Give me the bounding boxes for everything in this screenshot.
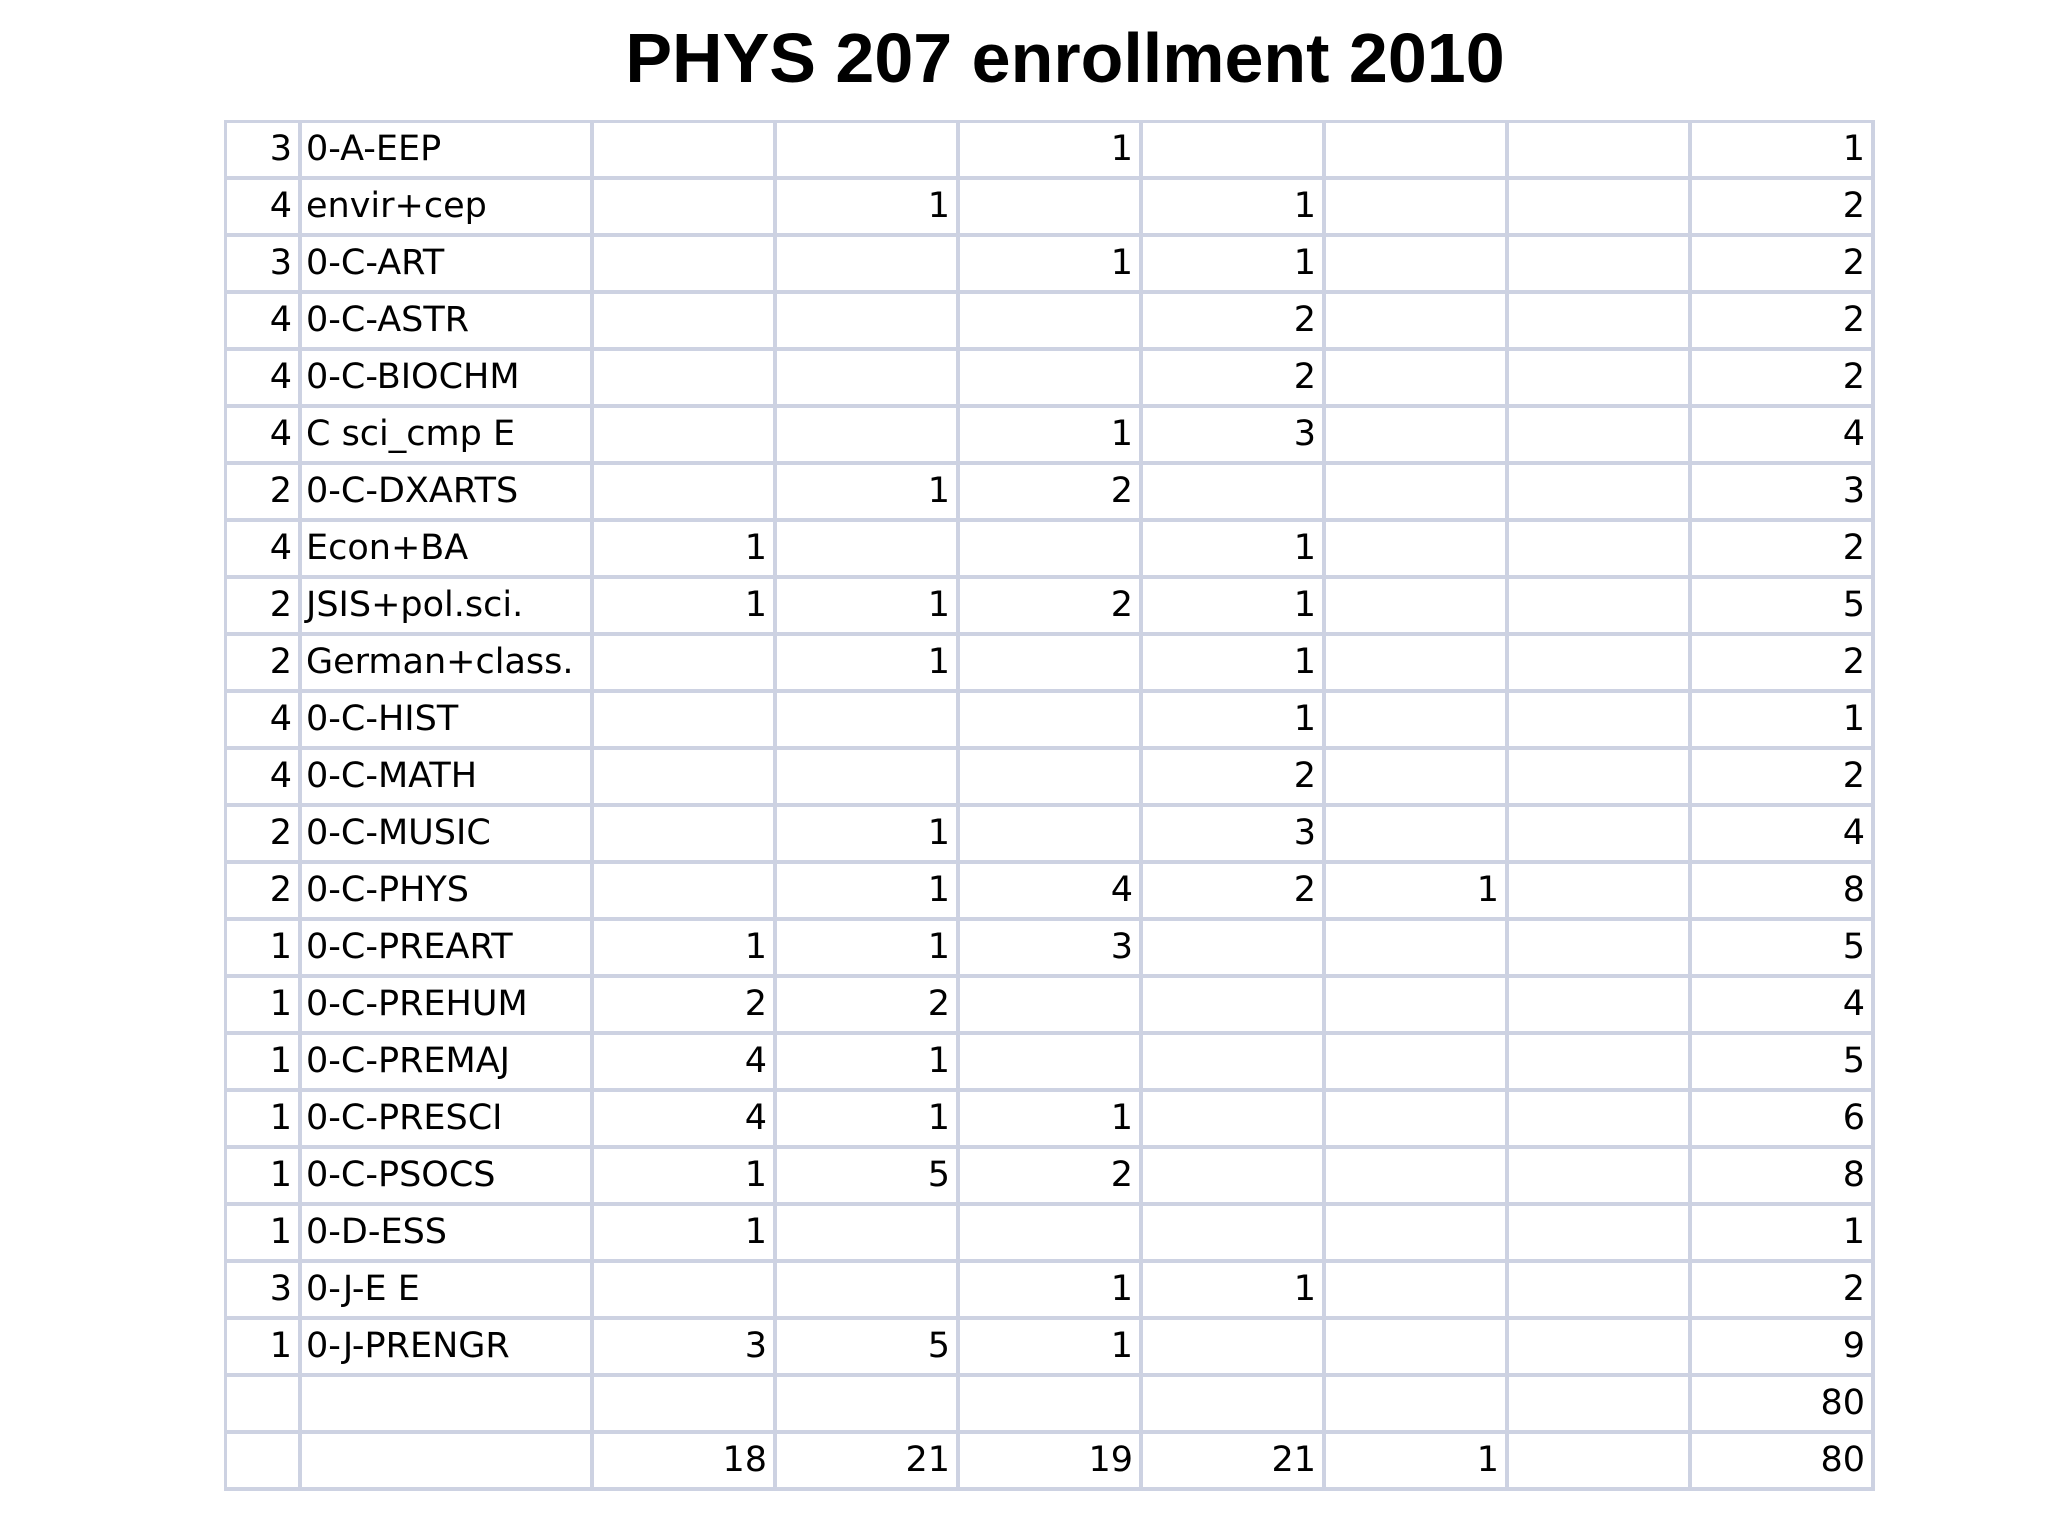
major-cell: [302, 1434, 594, 1491]
count-cell-6: [1509, 750, 1692, 807]
count-cell-4: [1143, 123, 1326, 180]
count-cell-1: [594, 351, 777, 408]
year-cell: 4: [227, 408, 302, 465]
total-cell: 5: [1692, 579, 1875, 636]
count-cell-1: 2: [594, 978, 777, 1035]
count-cell-5: [1326, 1320, 1509, 1377]
count-cell-1: [594, 180, 777, 237]
major-cell: German+class.: [302, 636, 594, 693]
count-cell-5: [1326, 123, 1509, 180]
total-cell: 2: [1692, 750, 1875, 807]
total-cell: 2: [1692, 294, 1875, 351]
year-cell: 1: [227, 1092, 302, 1149]
year-cell: 2: [227, 579, 302, 636]
count-cell-3: [960, 180, 1143, 237]
count-cell-1: [594, 1263, 777, 1320]
count-cell-3: 1: [960, 1092, 1143, 1149]
count-cell-4: 1: [1143, 579, 1326, 636]
table-row: [227, 1149, 1875, 1206]
count-cell-2: [777, 294, 960, 351]
count-cell-4: 1: [1143, 180, 1326, 237]
count-cell-1: [594, 807, 777, 864]
count-cell-2: 2: [777, 978, 960, 1035]
major-cell: envir+cep: [302, 180, 594, 237]
count-cell-4: [1143, 1092, 1326, 1149]
total-cell: 2: [1692, 351, 1875, 408]
major-cell: 0-C-PREMAJ: [302, 1035, 594, 1092]
table-row: [227, 636, 1875, 693]
total-cell: 8: [1692, 864, 1875, 921]
count-cell-2: 1: [777, 465, 960, 522]
count-cell-5: [1326, 1377, 1509, 1434]
count-cell-6: [1509, 921, 1692, 978]
table-row: [227, 750, 1875, 807]
count-cell-6: [1509, 351, 1692, 408]
table-row: [227, 579, 1875, 636]
count-cell-6: [1509, 1320, 1692, 1377]
year-cell: 3: [227, 1263, 302, 1320]
major-cell: 0-C-PREHUM: [302, 978, 594, 1035]
count-cell-6: [1509, 522, 1692, 579]
total-cell: 4: [1692, 978, 1875, 1035]
count-cell-3: 1: [960, 123, 1143, 180]
count-cell-5: [1326, 1206, 1509, 1263]
count-cell-5: [1326, 408, 1509, 465]
table-row: [227, 1320, 1875, 1377]
year-cell: 1: [227, 978, 302, 1035]
count-cell-4: 1: [1143, 237, 1326, 294]
count-cell-5: [1326, 978, 1509, 1035]
count-cell-1: [594, 864, 777, 921]
major-cell: 0-A-EEP: [302, 123, 594, 180]
count-cell-5: [1326, 465, 1509, 522]
major-cell: 0-C-HIST: [302, 693, 594, 750]
year-cell: 4: [227, 693, 302, 750]
major-cell: 0-C-MUSIC: [302, 807, 594, 864]
year-cell: 4: [227, 351, 302, 408]
count-cell-2: [777, 1263, 960, 1320]
count-cell-5: [1326, 807, 1509, 864]
major-cell: [302, 1377, 594, 1434]
count-cell-6: [1509, 807, 1692, 864]
count-cell-3: [960, 1377, 1143, 1434]
count-cell-3: [960, 1206, 1143, 1263]
table-row: [227, 294, 1875, 351]
count-cell-3: [960, 351, 1143, 408]
total-cell: 1: [1692, 693, 1875, 750]
year-cell: 2: [227, 636, 302, 693]
total-cell: 80: [1692, 1377, 1875, 1434]
table-row: [227, 351, 1875, 408]
major-cell: 0-C-MATH: [302, 750, 594, 807]
count-cell-6: [1509, 465, 1692, 522]
total-cell: 80: [1692, 1434, 1875, 1491]
count-cell-1: [594, 750, 777, 807]
count-cell-6: [1509, 1263, 1692, 1320]
count-cell-4: 1: [1143, 636, 1326, 693]
major-cell: 0-C-DXARTS: [302, 465, 594, 522]
count-cell-5: [1326, 351, 1509, 408]
count-cell-1: [594, 465, 777, 522]
count-cell-1: 4: [594, 1035, 777, 1092]
major-cell: 0-C-BIOCHM: [302, 351, 594, 408]
count-cell-6: [1509, 978, 1692, 1035]
year-cell: 2: [227, 807, 302, 864]
major-cell: JSIS+pol.sci.: [302, 579, 594, 636]
major-cell: 0-C-PRESCI: [302, 1092, 594, 1149]
total-cell: 4: [1692, 807, 1875, 864]
count-cell-4: 3: [1143, 408, 1326, 465]
count-cell-5: [1326, 180, 1509, 237]
total-cell: 5: [1692, 921, 1875, 978]
year-cell: 1: [227, 1149, 302, 1206]
table-row: [227, 1092, 1875, 1149]
table-row: [227, 978, 1875, 1035]
count-cell-2: [777, 750, 960, 807]
count-cell-3: 1: [960, 237, 1143, 294]
count-cell-2: 1: [777, 1035, 960, 1092]
count-cell-2: 1: [777, 864, 960, 921]
year-cell: 1: [227, 921, 302, 978]
total-cell: 2: [1692, 1263, 1875, 1320]
count-cell-2: 1: [777, 636, 960, 693]
count-cell-2: [777, 123, 960, 180]
count-cell-5: [1326, 237, 1509, 294]
enrollment-table: [224, 120, 1875, 1491]
year-cell: 4: [227, 750, 302, 807]
count-cell-6: [1509, 693, 1692, 750]
count-cell-1: [594, 237, 777, 294]
year-cell: 3: [227, 237, 302, 294]
count-cell-3: [960, 807, 1143, 864]
table-body: [227, 123, 1875, 1491]
count-cell-6: [1509, 408, 1692, 465]
table-row: [227, 237, 1875, 294]
total-cell: 2: [1692, 636, 1875, 693]
count-cell-1: 3: [594, 1320, 777, 1377]
major-cell: 0-C-PHYS: [302, 864, 594, 921]
count-cell-6: [1509, 636, 1692, 693]
year-cell: 4: [227, 522, 302, 579]
count-cell-1: 1: [594, 579, 777, 636]
count-cell-1: 4: [594, 1092, 777, 1149]
major-cell: Econ+BA: [302, 522, 594, 579]
year-cell: 1: [227, 1320, 302, 1377]
total-cell: 4: [1692, 408, 1875, 465]
count-cell-1: 18: [594, 1434, 777, 1491]
major-cell: 0-C-ASTR: [302, 294, 594, 351]
table-row: [227, 123, 1875, 180]
count-cell-3: 2: [960, 579, 1143, 636]
count-cell-4: 3: [1143, 807, 1326, 864]
count-cell-4: [1143, 1149, 1326, 1206]
count-cell-4: 21: [1143, 1434, 1326, 1491]
count-cell-3: [960, 978, 1143, 1035]
count-cell-5: [1326, 294, 1509, 351]
year-cell: 3: [227, 123, 302, 180]
table-row: [227, 1206, 1875, 1263]
table-row: [227, 522, 1875, 579]
table-row: [227, 408, 1875, 465]
count-cell-5: 1: [1326, 1434, 1509, 1491]
total-cell: 2: [1692, 237, 1875, 294]
count-cell-1: 1: [594, 1149, 777, 1206]
count-cell-2: 1: [777, 579, 960, 636]
count-cell-6: [1509, 1092, 1692, 1149]
count-cell-2: [777, 693, 960, 750]
year-cell: [227, 1377, 302, 1434]
table-row: [227, 1035, 1875, 1092]
count-cell-1: [594, 123, 777, 180]
count-cell-1: 1: [594, 921, 777, 978]
table-row: [227, 465, 1875, 522]
total-cell: 9: [1692, 1320, 1875, 1377]
count-cell-2: 1: [777, 180, 960, 237]
count-cell-3: [960, 522, 1143, 579]
count-cell-1: 1: [594, 522, 777, 579]
count-cell-3: [960, 636, 1143, 693]
count-cell-6: [1509, 123, 1692, 180]
count-cell-4: [1143, 1035, 1326, 1092]
table-row: [227, 180, 1875, 237]
count-cell-2: [777, 1206, 960, 1263]
count-cell-2: [777, 237, 960, 294]
count-cell-2: [777, 351, 960, 408]
major-cell: 0-J-PRENGR: [302, 1320, 594, 1377]
table-row: [227, 693, 1875, 750]
count-cell-6: [1509, 1377, 1692, 1434]
table-row: [227, 864, 1875, 921]
count-cell-5: [1326, 750, 1509, 807]
year-cell: 4: [227, 180, 302, 237]
year-cell: 2: [227, 465, 302, 522]
count-cell-3: [960, 1035, 1143, 1092]
year-cell: 4: [227, 294, 302, 351]
count-cell-1: [594, 294, 777, 351]
count-cell-6: [1509, 180, 1692, 237]
year-cell: 2: [227, 864, 302, 921]
major-cell: 0-C-PSOCS: [302, 1149, 594, 1206]
table-row: [227, 1377, 1875, 1434]
count-cell-5: [1326, 522, 1509, 579]
total-cell: 2: [1692, 180, 1875, 237]
count-cell-4: 2: [1143, 351, 1326, 408]
count-cell-4: 2: [1143, 750, 1326, 807]
count-cell-4: [1143, 1320, 1326, 1377]
count-cell-5: [1326, 693, 1509, 750]
count-cell-5: [1326, 579, 1509, 636]
count-cell-6: [1509, 1434, 1692, 1491]
count-cell-2: [777, 408, 960, 465]
count-cell-2: 1: [777, 1092, 960, 1149]
count-cell-4: [1143, 465, 1326, 522]
table-row: [227, 921, 1875, 978]
count-cell-5: [1326, 1263, 1509, 1320]
count-cell-2: 21: [777, 1434, 960, 1491]
count-cell-5: [1326, 1149, 1509, 1206]
count-cell-6: [1509, 1149, 1692, 1206]
total-cell: 5: [1692, 1035, 1875, 1092]
count-cell-4: [1143, 1206, 1326, 1263]
count-cell-3: 2: [960, 1149, 1143, 1206]
table-row: [227, 807, 1875, 864]
year-cell: [227, 1434, 302, 1491]
table-row: [227, 1434, 1875, 1491]
count-cell-1: [594, 693, 777, 750]
count-cell-6: [1509, 579, 1692, 636]
count-cell-5: [1326, 636, 1509, 693]
count-cell-3: [960, 294, 1143, 351]
total-cell: 3: [1692, 465, 1875, 522]
count-cell-3: [960, 693, 1143, 750]
count-cell-5: [1326, 1035, 1509, 1092]
major-cell: C sci_cmp E: [302, 408, 594, 465]
count-cell-4: [1143, 921, 1326, 978]
total-cell: 1: [1692, 1206, 1875, 1263]
count-cell-2: 5: [777, 1320, 960, 1377]
total-cell: 8: [1692, 1149, 1875, 1206]
count-cell-5: 1: [1326, 864, 1509, 921]
count-cell-3: 1: [960, 1320, 1143, 1377]
page-title: PHYS 207 enrollment 2010: [625, 19, 1505, 97]
count-cell-4: [1143, 978, 1326, 1035]
count-cell-4: [1143, 1377, 1326, 1434]
count-cell-6: [1509, 1206, 1692, 1263]
count-cell-3: [960, 750, 1143, 807]
count-cell-2: 1: [777, 921, 960, 978]
major-cell: 0-D-ESS: [302, 1206, 594, 1263]
table-row: [227, 1263, 1875, 1320]
year-cell: 1: [227, 1035, 302, 1092]
count-cell-6: [1509, 1035, 1692, 1092]
count-cell-1: 1: [594, 1206, 777, 1263]
count-cell-3: 4: [960, 864, 1143, 921]
count-cell-5: [1326, 921, 1509, 978]
count-cell-4: 1: [1143, 693, 1326, 750]
count-cell-6: [1509, 864, 1692, 921]
count-cell-1: [594, 1377, 777, 1434]
count-cell-2: 1: [777, 807, 960, 864]
count-cell-3: 1: [960, 408, 1143, 465]
count-cell-3: 3: [960, 921, 1143, 978]
major-cell: 0-J-E E: [302, 1263, 594, 1320]
count-cell-6: [1509, 294, 1692, 351]
count-cell-2: [777, 1377, 960, 1434]
count-cell-4: 2: [1143, 864, 1326, 921]
major-cell: 0-C-ART: [302, 237, 594, 294]
count-cell-3: 1: [960, 1263, 1143, 1320]
year-cell: 1: [227, 1206, 302, 1263]
count-cell-6: [1509, 237, 1692, 294]
count-cell-2: [777, 522, 960, 579]
count-cell-1: [594, 636, 777, 693]
count-cell-2: 5: [777, 1149, 960, 1206]
count-cell-4: 1: [1143, 522, 1326, 579]
count-cell-4: 1: [1143, 1263, 1326, 1320]
count-cell-4: 2: [1143, 294, 1326, 351]
count-cell-3: 19: [960, 1434, 1143, 1491]
total-cell: 2: [1692, 522, 1875, 579]
count-cell-1: [594, 408, 777, 465]
major-cell: 0-C-PREART: [302, 921, 594, 978]
total-cell: 6: [1692, 1092, 1875, 1149]
count-cell-5: [1326, 1092, 1509, 1149]
count-cell-3: 2: [960, 465, 1143, 522]
total-cell: 1: [1692, 123, 1875, 180]
